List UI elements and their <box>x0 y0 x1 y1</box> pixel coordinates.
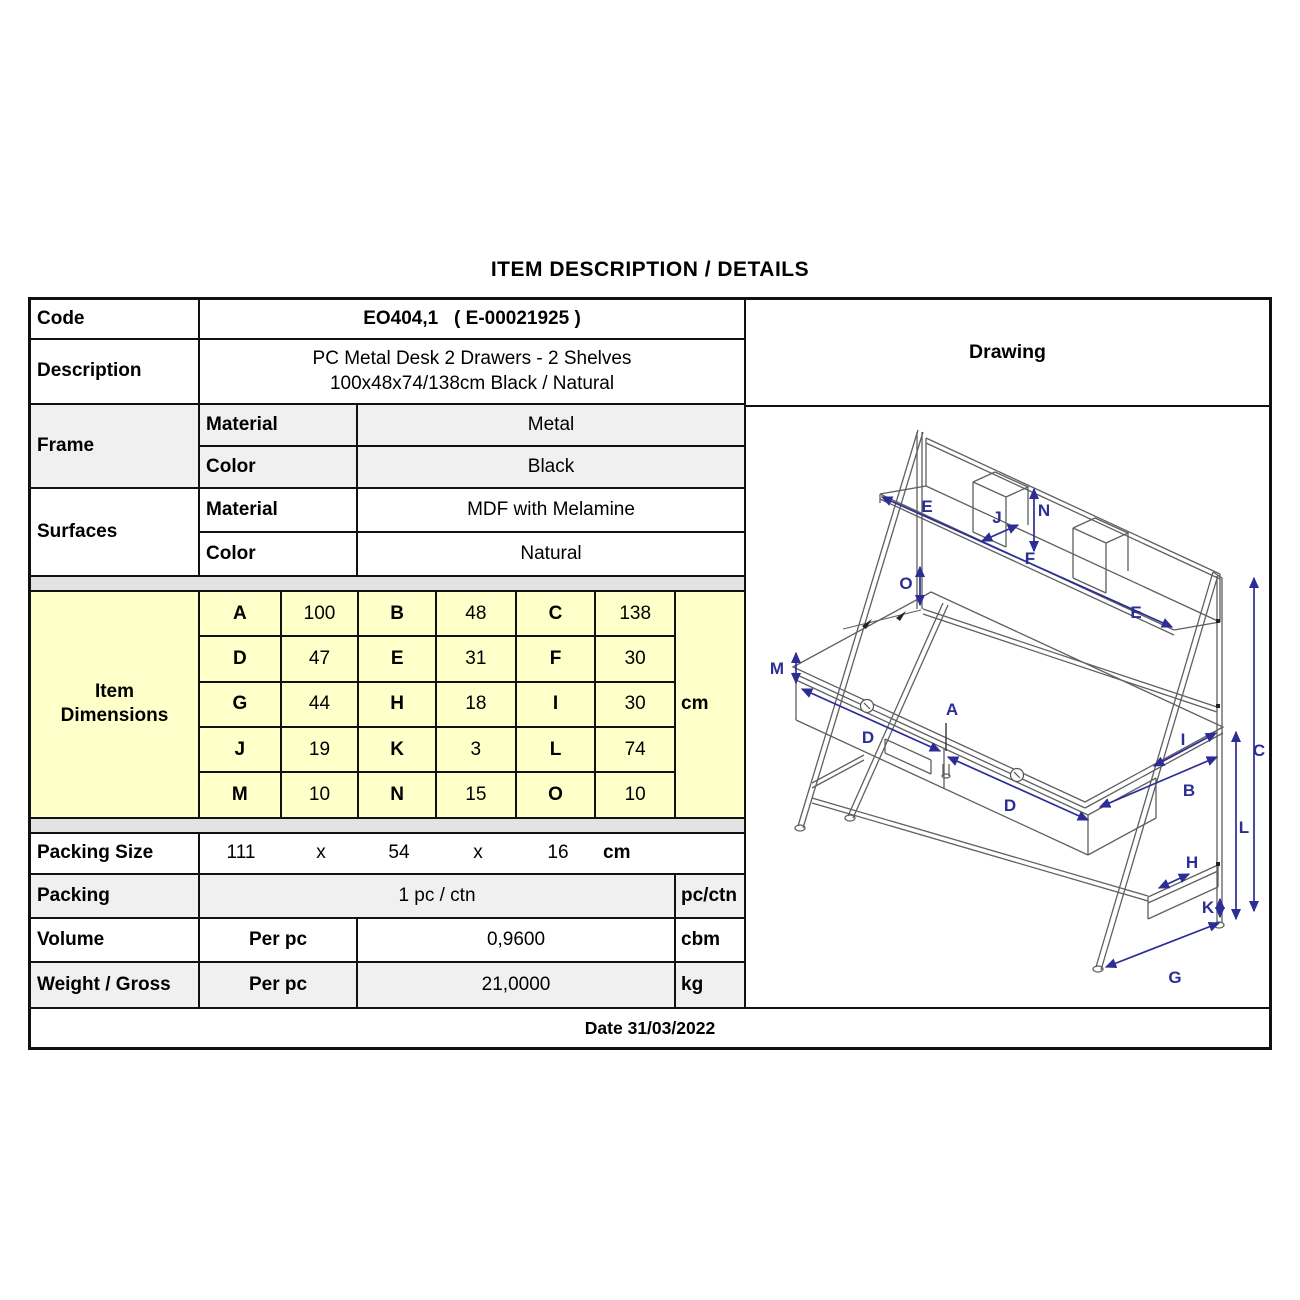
dim-key: F <box>517 637 597 680</box>
dim-value: 100 <box>282 592 360 635</box>
dim-key: A <box>200 592 282 635</box>
dim-key: N <box>359 773 437 816</box>
drawing-dim-label-m: M <box>769 659 785 678</box>
packing-size-x2: x <box>473 842 483 864</box>
frame-label: Frame <box>31 405 200 488</box>
packing-size-row <box>31 834 744 876</box>
date-row <box>31 1009 1269 1047</box>
dim-value: 15 <box>437 773 517 816</box>
drawing-dim-label-n: N <box>1037 501 1051 520</box>
packing-size-unit: cm <box>603 842 631 864</box>
drawing-column <box>746 300 1269 1007</box>
weight-unit: kg <box>674 963 744 1007</box>
weight-per-pc: Per pc <box>200 963 358 1007</box>
dim-key: C <box>517 592 597 635</box>
packing-unit: pc/ctn <box>674 875 744 917</box>
dimensions-unit: cm <box>674 592 744 816</box>
frame-color-value: Black <box>527 456 575 478</box>
volume-row <box>31 919 744 963</box>
surfaces-color-value: Natural <box>520 543 582 565</box>
dim-key: D <box>200 637 282 680</box>
dim-row-1 <box>200 592 674 637</box>
dim-value: 138 <box>619 602 652 624</box>
dim-value: 30 <box>624 648 646 670</box>
surfaces-color-label: Color <box>200 533 358 575</box>
spec-left-table <box>31 300 746 1007</box>
description-line2: 100x48x74/138cm Black / Natural <box>329 373 615 395</box>
dim-value: 31 <box>437 637 517 680</box>
spec-table <box>28 297 1272 1050</box>
drawing-dim-label-h: H <box>1185 853 1199 872</box>
code-value: EO404,1 ( E-00021925 ) <box>363 307 581 329</box>
weight-label: Weight / Gross <box>31 963 200 1007</box>
drawing-dim-label-d2: D <box>1003 796 1017 815</box>
description-label: Description <box>31 340 200 403</box>
dim-key: O <box>517 773 597 816</box>
drawing-dim-label-k: K <box>1201 898 1215 917</box>
frame-material-label: Material <box>200 405 358 445</box>
dim-key: H <box>359 683 437 726</box>
separator-band <box>31 577 744 592</box>
frame-section <box>31 405 744 490</box>
drawing-dim-label-d1: D <box>861 728 875 747</box>
dim-key: K <box>359 728 437 771</box>
drawing-dim-label-f: F <box>1024 549 1036 568</box>
dim-key: J <box>200 728 282 771</box>
main-row <box>31 300 1269 1009</box>
dim-row-2 <box>200 637 674 682</box>
dim-value: 10 <box>282 773 360 816</box>
drawing-dim-label-j: J <box>992 508 1002 527</box>
packing-size-height: 16 <box>547 842 569 864</box>
surfaces-label: Surfaces <box>31 489 200 575</box>
drawing-dim-label-o: O <box>899 574 913 593</box>
dim-value: 18 <box>437 683 517 726</box>
dim-key: M <box>200 773 282 816</box>
dim-value: 10 <box>624 783 646 805</box>
desk-drawing <box>746 407 1273 1007</box>
dim-key: B <box>359 592 437 635</box>
description-value <box>200 340 744 403</box>
drawing-area <box>746 407 1269 1007</box>
packing-size-label: Packing Size <box>31 834 200 874</box>
drawing-header: Drawing <box>746 300 1269 407</box>
dimensions-label-line1: Item <box>94 680 135 702</box>
frame-material-value: Metal <box>527 413 575 435</box>
dimensions-grid <box>200 592 674 816</box>
packing-row <box>31 875 744 919</box>
dim-key: I <box>517 683 597 726</box>
dim-row-4 <box>200 728 674 773</box>
drawing-dim-label-l: L <box>1238 818 1250 837</box>
drawing-dim-label-g: G <box>1168 968 1182 987</box>
dim-value: 30 <box>624 693 646 715</box>
dim-key: L <box>517 728 597 771</box>
surfaces-material-label: Material <box>200 489 358 531</box>
weight-row <box>31 963 744 1007</box>
dim-key: G <box>200 683 282 726</box>
packing-label: Packing <box>31 875 200 917</box>
surfaces-color-row <box>200 533 744 575</box>
weight-value: 21,0000 <box>481 974 551 996</box>
dimensions-section <box>31 592 744 818</box>
packing-size-x1: x <box>316 842 326 864</box>
dim-value: 48 <box>437 592 517 635</box>
dim-value: 74 <box>624 738 646 760</box>
volume-value: 0,9600 <box>486 929 546 951</box>
dim-row-3 <box>200 683 674 728</box>
dim-row-5 <box>200 773 674 816</box>
volume-per-pc: Per pc <box>200 919 358 961</box>
drawing-dim-label-i: I <box>1180 730 1186 749</box>
volume-unit: cbm <box>674 919 744 961</box>
dimensions-label-line2: Dimensions <box>60 705 169 727</box>
code-label: Code <box>31 300 200 338</box>
description-line1: PC Metal Desk 2 Drawers - 2 Shelves <box>312 347 632 369</box>
frame-color-row <box>200 447 744 487</box>
dim-value: 44 <box>282 683 360 726</box>
drawing-dim-label-c: C <box>1252 741 1266 760</box>
dimensions-label <box>31 592 200 816</box>
description-row <box>31 340 744 405</box>
drawing-dim-label-b: B <box>1182 781 1196 800</box>
packing-size-width: 54 <box>388 842 410 864</box>
surfaces-material-row <box>200 489 744 533</box>
surfaces-section <box>31 489 744 577</box>
drawing-dim-label-e2: E <box>1130 603 1142 622</box>
dim-value: 3 <box>437 728 517 771</box>
frame-color-label: Color <box>200 447 358 487</box>
packing-value: 1 pc / ctn <box>398 885 476 907</box>
page-title: ITEM DESCRIPTION / DETAILS <box>490 258 810 281</box>
code-row <box>31 300 744 340</box>
dim-key: E <box>359 637 437 680</box>
separator-band-2 <box>31 819 744 834</box>
dim-value: 47 <box>282 637 360 680</box>
dim-value: 19 <box>282 728 360 771</box>
packing-size-length: 111 <box>226 842 256 864</box>
frame-material-row <box>200 405 744 447</box>
drawing-dim-label-a: A <box>945 700 959 719</box>
surfaces-material-value: MDF with Melamine <box>467 499 635 521</box>
drawing-dim-label-e1: E <box>921 497 933 516</box>
volume-label: Volume <box>31 919 200 961</box>
date-value: Date 31/03/2022 <box>584 1017 716 1038</box>
